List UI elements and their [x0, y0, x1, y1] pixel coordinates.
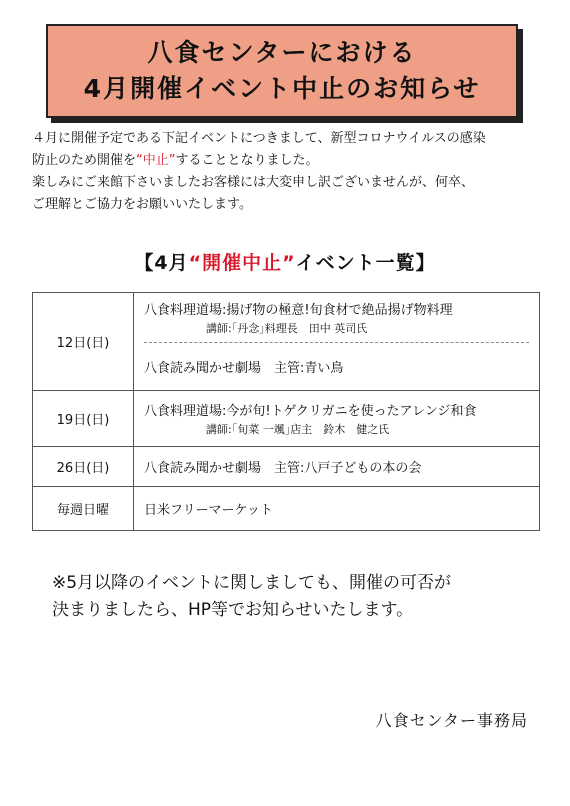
- event-list-heading: [0, 248, 570, 275]
- event-date: 26日(日): [33, 447, 134, 487]
- issuer-signature: 八食センター事務局: [375, 711, 528, 730]
- table-row: [33, 487, 540, 531]
- event-lecturer: 講師:｢旬菜 一颯｣店主 鈴木 健之氏: [206, 423, 390, 436]
- event-date: 毎週日曜: [33, 487, 134, 531]
- list-heading-post: イベント一覧】: [295, 252, 436, 274]
- intro-line-3: 楽しみにご来館下さいましたお客様には大変申し訳ございませんが、何卒、: [32, 175, 475, 190]
- event-item: [144, 342, 529, 390]
- event-cell: [134, 487, 540, 531]
- event-lecturer: 講師:｢丹念｣料理長 田中 英司氏: [206, 322, 368, 335]
- event-item: [144, 394, 529, 443]
- title-line-2: 4月開催イベント中止のお知らせ: [83, 74, 481, 103]
- event-title: 日米フリーマーケット: [144, 503, 273, 518]
- event-title: 八食料理道場:今が旬!トゲクリガニを使ったアレンジ和食: [144, 404, 477, 419]
- event-table: [32, 292, 540, 531]
- intro-line-4: ご理解とご協力をお願いいたします。: [32, 197, 252, 212]
- title-line-1: 八食センターにおける: [147, 38, 417, 67]
- note-line-1: ※5月以降のイベントに関しましても、開催の可否が: [52, 573, 452, 593]
- list-heading-highlight: “開催中止”: [188, 252, 296, 274]
- event-title: 八食読み聞かせ劇場 主管:青い鳥: [144, 361, 344, 376]
- table-row: [33, 293, 540, 391]
- intro-paragraph: [32, 128, 552, 216]
- intro-line-1: ４月に開催予定である下記イベントにつきまして、新型コロナウイルスの感染: [32, 131, 486, 146]
- event-title: 八食読み聞かせ劇場 主管:八戸子どもの本の会: [144, 461, 422, 476]
- intro-line-2: [32, 150, 552, 172]
- table-row: [33, 447, 540, 487]
- intro-line-2-pre: 防止のため開催を: [32, 153, 137, 168]
- title-banner: [46, 24, 518, 118]
- event-item: [144, 293, 529, 342]
- table-row: [33, 391, 540, 447]
- event-date: 19日(日): [33, 391, 134, 447]
- intro-cancel-highlight: “中止”: [136, 153, 176, 168]
- event-cell: [134, 293, 540, 391]
- intro-line-2-post: することとなりました。: [175, 153, 319, 168]
- future-events-note: [52, 570, 552, 624]
- event-cell: [134, 447, 540, 487]
- list-heading-pre: 【4月: [134, 252, 189, 274]
- event-title: 八食料理道場:揚げ物の極意!旬食材で絶品揚げ物料理: [144, 303, 453, 318]
- event-cell: [134, 391, 540, 447]
- event-date: 12日(日): [33, 293, 134, 391]
- note-line-2: 決まりましたら、HP等でお知らせいたします。: [52, 600, 414, 620]
